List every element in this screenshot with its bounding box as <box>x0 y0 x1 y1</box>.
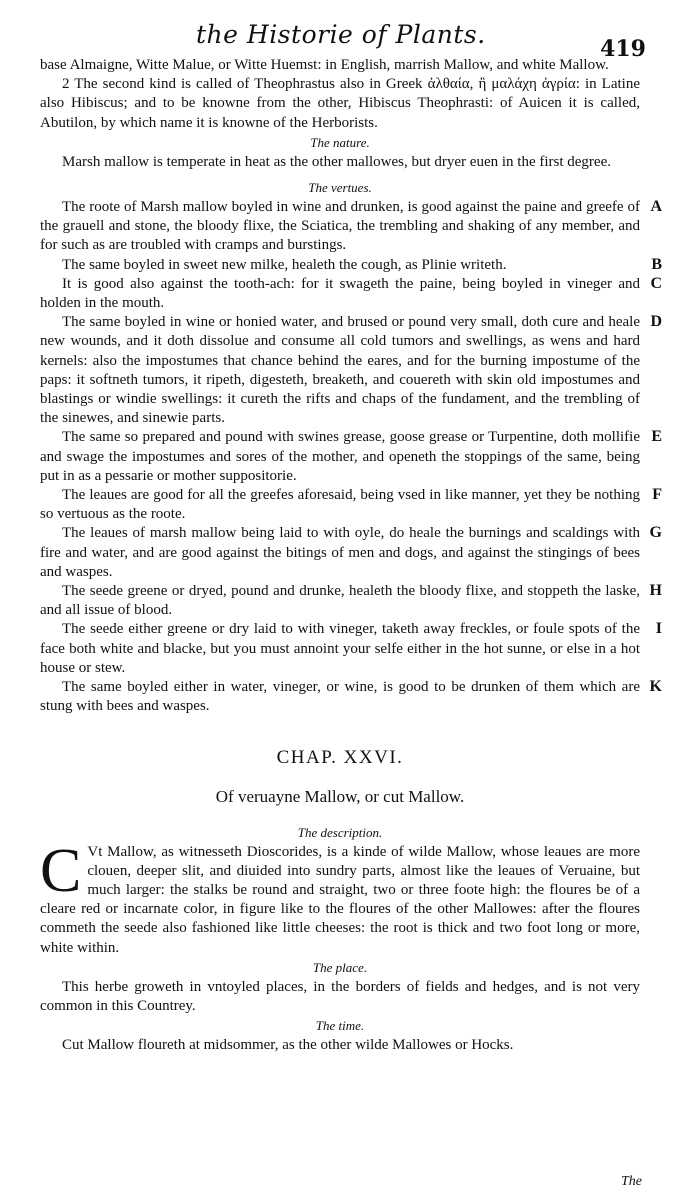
margin-letter: D <box>650 313 662 331</box>
vertue-paragraph <box>40 524 662 582</box>
vertue-paragraph <box>40 313 662 428</box>
vertue-paragraph <box>40 678 662 716</box>
margin-letter: I <box>655 620 662 638</box>
vertue-paragraph <box>40 274 662 313</box>
margin-letter: A <box>650 198 662 216</box>
vertue-text: The same boyled either in water, vineger, or wine, is good to be drunken of them which are stung with bees and waspes. <box>40 679 640 715</box>
page-body <box>40 56 662 1055</box>
intro-line: base Almaigne, Witte Malue, or Witte Huemst: in English, marrish Mallow, and white Mallow. <box>40 57 609 73</box>
catchword: The <box>621 1174 642 1189</box>
vertue-text: The seede greene or dryed, pound and drunke, healeth the bloody flixe, and stoppeth the laske, and all issue of blood. <box>40 583 640 619</box>
vertue-paragraph <box>40 582 662 620</box>
vertue-paragraph <box>40 486 662 524</box>
intro-paragraph-2: 2 The second kind is called of Theophrastus also in Greek ἀλθαία, ἢ μαλάχη ἀγρία: in Latine also Hibiscus; and to be knowne from the other, Hibiscus Theophrasti: of Auicen it is called, Abutilon, by which name it is knowne of the Herborists. <box>40 76 640 131</box>
description-heading: The description. <box>297 824 383 840</box>
vertue-text: It is good also against the tooth-ach: for it swageth the paine, being boyled in vineger and holden in the mouth. <box>40 275 640 312</box>
time-heading: The time. <box>315 1018 365 1034</box>
margin-letter: B <box>651 255 662 273</box>
nature-text: Marsh mallow is temperate in heat as the other mallowes, but dryer euen in the first degree. <box>62 153 611 170</box>
description-text: Vt Mallow, as witnesseth Dioscorides, is a kinde of wilde Mallow, whose leaues are more clouen, deeper slit, and diuided into sundry parts, almost like the leaues of Veruaine, but much larger: the stalks be round and straight, two or three foote high: the floures be of a cleare red or incarnate color, in figure like to the floures of the other Mallowes: after the floures commeth the seede also fashioned like little cheeses: the root is thick and two foot long or more, white within. <box>40 843 640 956</box>
vertue-text: The same boyled in wine or honied water, and brused or pound very small, doth cure and heale new wounds, and it doth dissolue and consume all cold tumors and swellings, as wens and hard kernels: also the impostumes that chance behind the eares, and for the burning impostume of the paps: it softneth tumors, it ripeth, digesteth, breaketh, and couereth with skin old impostumes and blastings or windie swellings: it cureth the rifts and chaps of the fundament, and the trembling of the sinewes, and sinewie parts. <box>40 314 640 427</box>
vertue-text: The leaues are good for all the greefes aforesaid, being vsed in like manner, yet they be nothing so vertuous as the roote. <box>40 487 640 523</box>
vertues-heading: The vertues. <box>308 180 372 196</box>
vertue-paragraph <box>40 620 662 678</box>
page-number: 419 <box>600 36 646 62</box>
vertue-text: The roote of Marsh mallow boyled in wine and drunken, is good against the paine and greefe of the grauell and stone, the bloody flixe, the Sciatica, the trembling and shaking of any member, and for such as are troubled with cramps and burstings. <box>40 199 640 254</box>
margin-letter: K <box>649 678 662 696</box>
place-heading: The place. <box>312 959 368 975</box>
vertue-paragraph <box>40 255 662 275</box>
vertue-text: The leaues of marsh mallow being laid to with oyle, do heale the burnings and scaldings with fire and water, and are good against the bitings of men and dogs, and against the stingings of bees and waspes. <box>40 525 640 580</box>
margin-letter: H <box>649 582 662 600</box>
margin-letter: F <box>652 486 662 504</box>
margin-letter: G <box>649 524 662 542</box>
drop-cap: C <box>40 836 82 905</box>
nature-heading: The nature. <box>310 134 370 150</box>
vertue-text: The same boyled in sweet new milke, healeth the cough, as Plinie writeth. <box>62 256 507 273</box>
description-block <box>40 836 640 958</box>
running-title: the Historie of Plants. <box>196 20 486 49</box>
vertue-paragraph <box>40 428 662 486</box>
chapter-title: CHAP. XXVI. <box>276 746 404 768</box>
place-text: This herbe groweth in vntoyled places, in the borders of fields and hedges, and is not very common in this Countrey. <box>40 978 640 1014</box>
margin-letter: E <box>651 428 662 446</box>
vertue-paragraph <box>40 198 662 256</box>
chapter-subtitle: Of veruayne Mallow, or cut Mallow. <box>215 786 465 806</box>
running-head <box>0 6 688 60</box>
margin-letter: C <box>650 274 662 292</box>
vertue-text: The same so prepared and pound with swines grease, goose grease or Turpentine, doth mollifie and swage the impostumes and sores of the mother, and openeth the stoppings of the same, being put in as a pessarie or mother suppositorie. <box>40 429 640 484</box>
time-text: Cut Mallow floureth at midsommer, as the other wilde Mallowes or Hocks. <box>62 1037 514 1054</box>
vertue-text: The seede either greene or dry laid to with vineger, taketh away freckles, or foule spots of the face both white and blacke, but you must annoint your selfe either in the hot sunne, or else in a hot house or stew. <box>40 621 640 676</box>
